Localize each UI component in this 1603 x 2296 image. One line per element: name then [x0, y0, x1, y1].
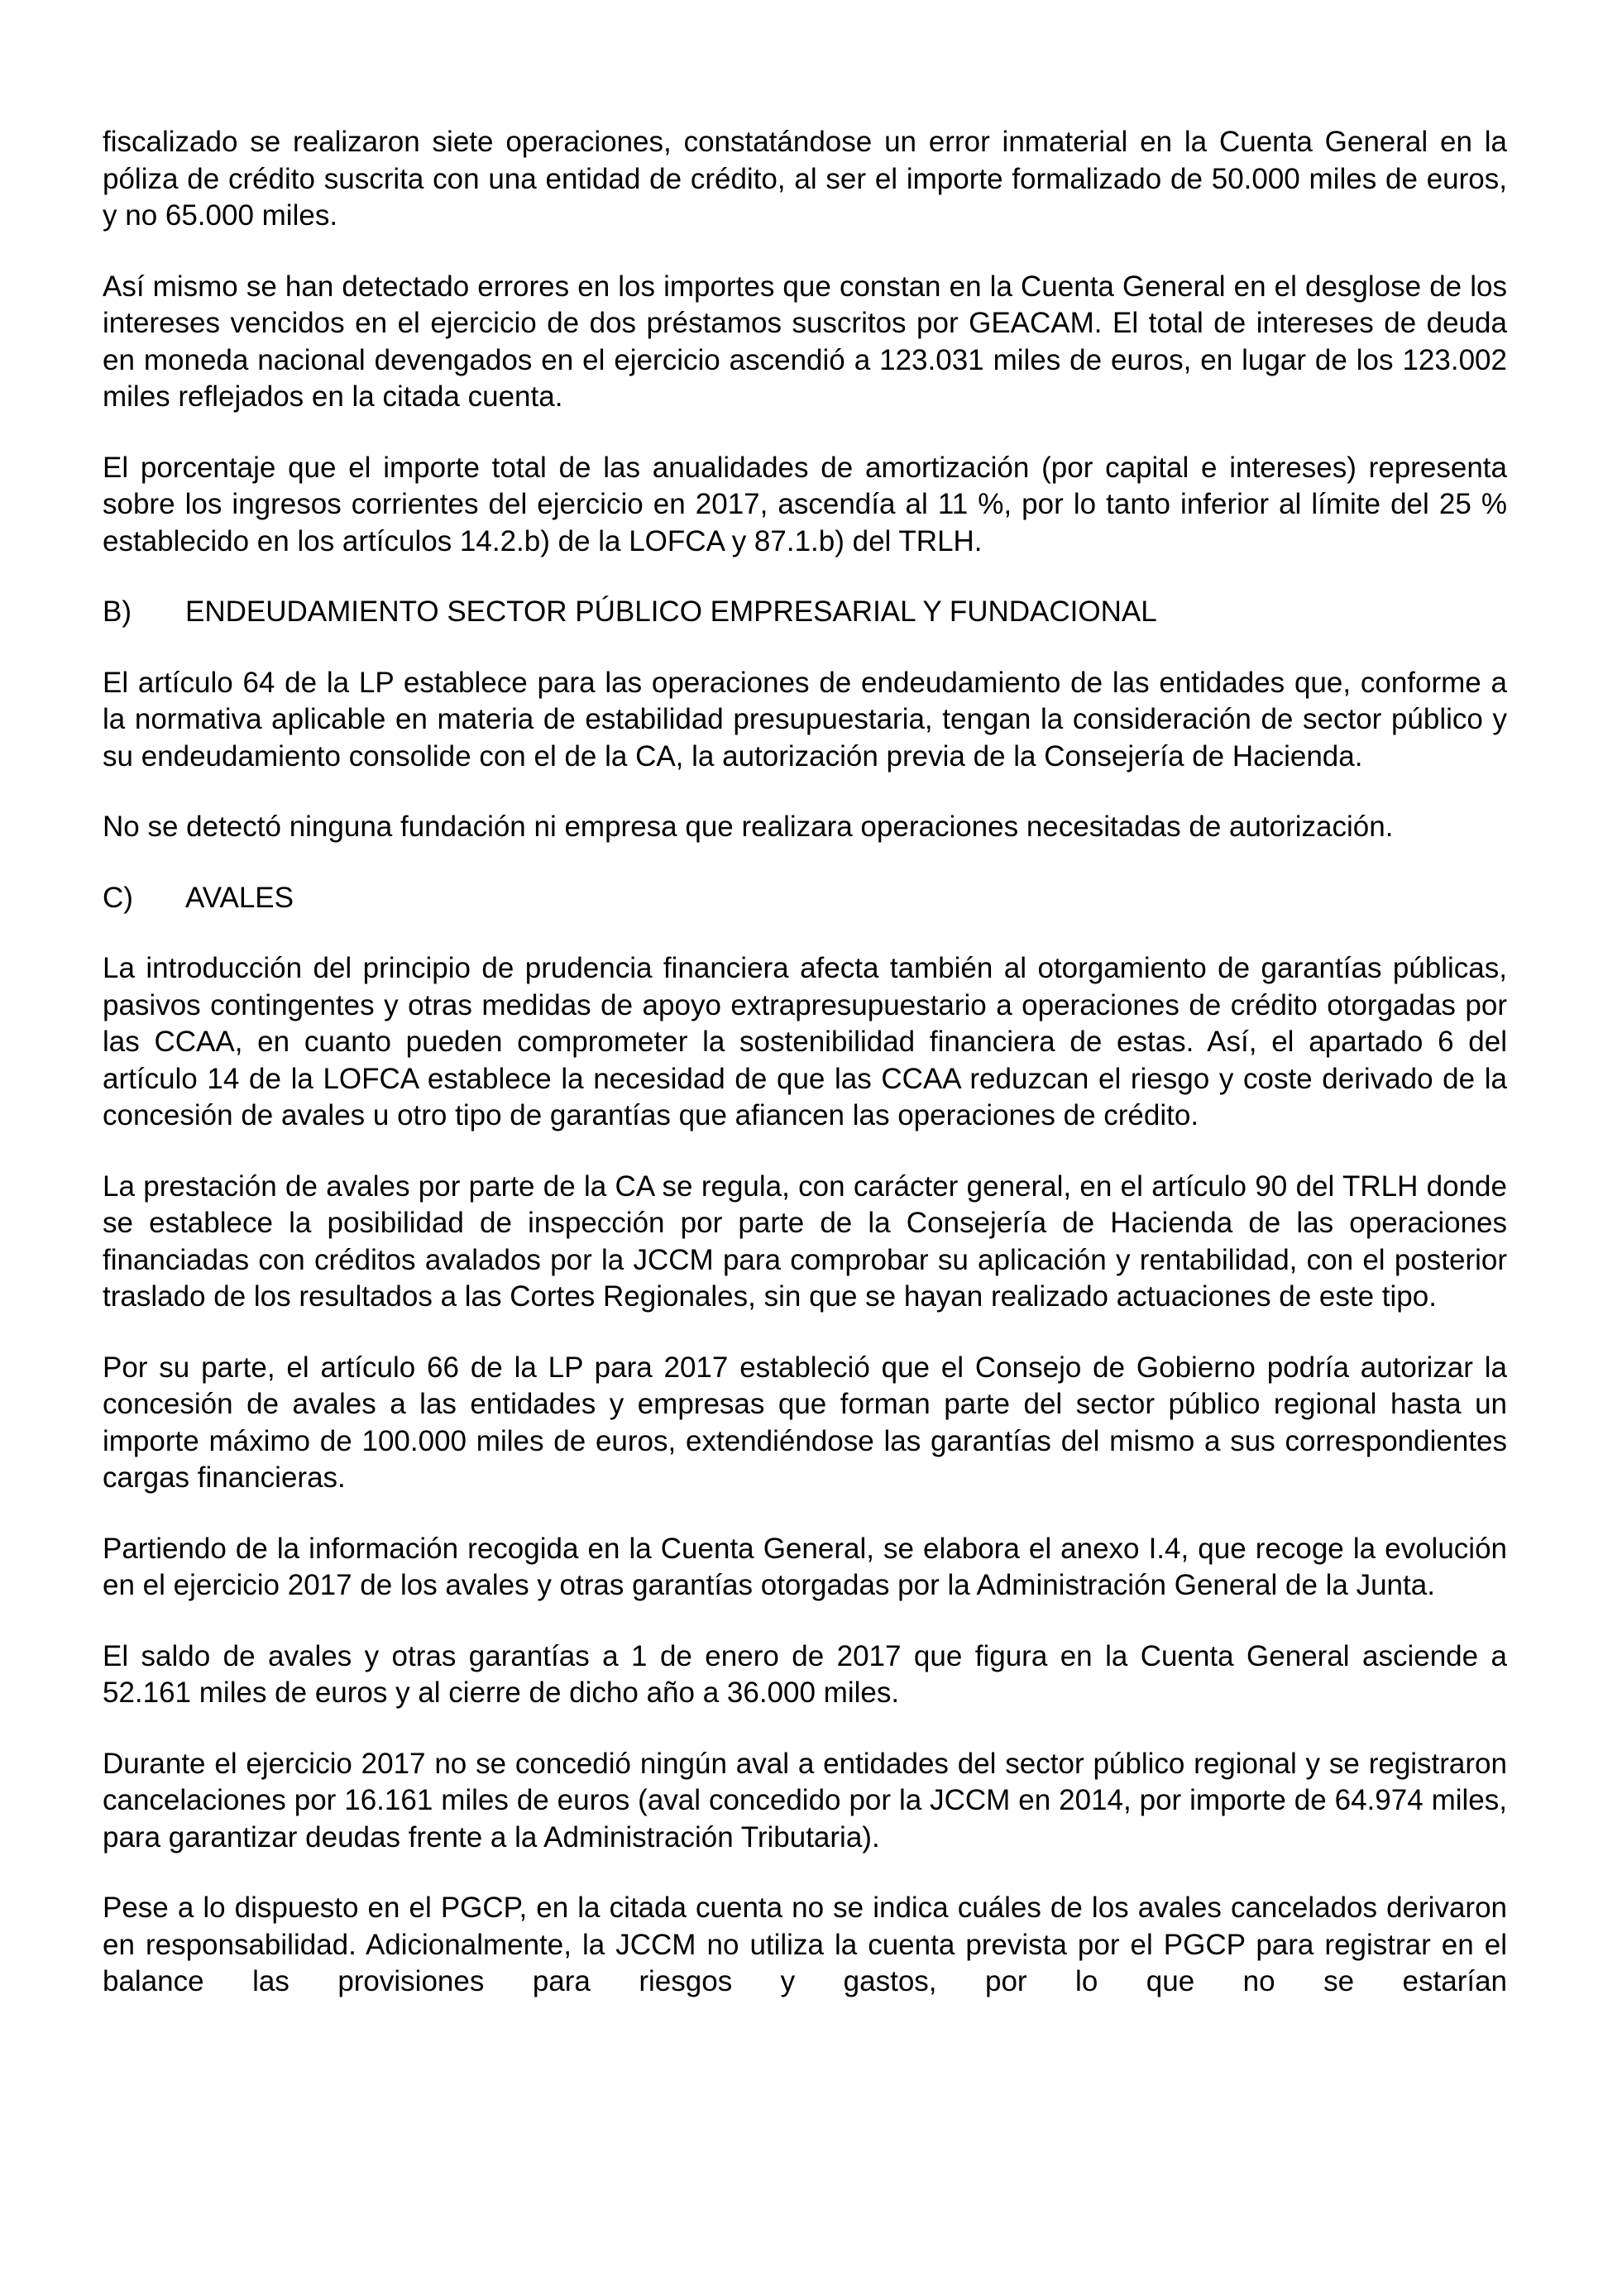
- paragraph-cancellations: Durante el ejercicio 2017 no se concedió ningún aval a entidades del sector público regional y se registraron cancelaciones por 16.161 miles de euros (aval concedido por la JCCM en 2014, por importe de 64.974 miles, para garantizar deudas frente a la Administración Tributaria).: [103, 1747, 1507, 1854]
- paragraph-guarantee-balance: El saldo de avales y otras garantías a 1 de enero de 2017 que figura en la Cuenta General asciende a 52.161 miles de euros y al cierre de dicho año a 36.000 miles.: [103, 1639, 1507, 1709]
- paragraph-article-64: El artículo 64 de la LP establece para las operaciones de endeudamiento de las entidades que, conforme a la normativa aplicable en materia de estabilidad presupuestaria, tengan la consideración de sector público y su endeudamiento consolide con el de la CA, la autorización previa de la Consejería de Hacienda.: [103, 666, 1507, 773]
- paragraph-amortization-percentage: El porcentaje que el importe total de las anualidades de amortización (por capital e intereses) representa sobre los ingresos corrientes del ejercicio en 2017, ascendía al 11 %, por lo tanto inferior al límite del 25 % establecido en los artículos 14.2.b) de la LOFCA y 87.1.b) del TRLH.: [103, 451, 1507, 557]
- paragraph-article-66: Por su parte, el artículo 66 de la LP para 2017 estableció que el Consejo de Gobierno podría autorizar la concesión de avales a las entidades y empresas que forman parte del sector público regional hasta un importe máximo de 100.000 miles de euros, extendiéndose las garantías del mismo a sus correspondientes cargas financieras.: [103, 1351, 1507, 1494]
- section-c-heading: [103, 880, 1507, 917]
- section-b-title: ENDEUDAMIENTO SECTOR PÚBLICO EMPRESARIAL Y FUNDACIONAL: [185, 596, 1157, 628]
- section-b-letter: B): [103, 596, 132, 628]
- paragraph-article-90: La prestación de avales por parte de la CA se regula, con carácter general, en el artículo 90 del TRLH donde se establece la posibilidad de inspección por parte de la Consejería de Hacienda de las operaciones financiadas con créditos avalados por la JCCM para comprobar su aplicación y rentabilidad, con el posterior traslado de los resultados a las Cortes Regionales, sin que se hayan realizado actuaciones de este tipo.: [103, 1170, 1507, 1313]
- paragraph-financial-prudence: La introducción del principio de prudencia financiera afecta también al otorgamiento de garantías públicas, pasivos contingentes y otras medidas de apoyo extrapresupuestario a operaciones de crédito otorgadas por las CCAA, en cuanto pueden comprometer la sostenibilidad financiera de estas. Así, el apartado 6 del artículo 14 de la LOFCA establece la necesidad de que las CCAA reduzcan el riesgo y coste derivado de la concesión de avales u otro tipo de garantías que afiancen las operaciones de crédito.: [103, 952, 1507, 1131]
- section-c-letter: C): [103, 881, 133, 914]
- paragraph-no-foundation: No se detectó ninguna fundación ni empresa que realizara operaciones necesitadas de autorización.: [103, 811, 1394, 843]
- paragraph-credit-policy: fiscalizado se realizaron siete operaciones, constatándose un error inmaterial en la Cuenta General en la póliza de crédito suscrita con una entidad de crédito, al ser el importe formalizado de 50.000 miles de euros, y no 65.000 miles.: [103, 126, 1507, 232]
- paragraph-annex-i4: Partiendo de la información recogida en la Cuenta General, se elabora el anexo I.4, que recoge la evolución en el ejercicio 2017 de los avales y otras garantías otorgadas por la Administración General de la Junta.: [103, 1532, 1507, 1601]
- section-c-title: AVALES: [185, 881, 294, 914]
- paragraph-interest-errors: Así mismo se han detectado errores en los importes que constan en la Cuenta General en el desglose de los intereses vencidos en el ejercicio de dos préstamos suscritos por GEACAM. El total de intereses de deuda en moneda nacional devengados en el ejercicio ascendió a 123.031 miles de euros, en lugar de los 123.002 miles reflejados en la citada cuenta.: [103, 270, 1507, 413]
- section-b-heading: [103, 594, 1507, 631]
- document-page: [103, 124, 1507, 2001]
- paragraph-pgcp-provisions: Pese a lo dispuesto en el PGCP, en la citada cuenta no se indica cuáles de los avales cancelados derivaron en responsabilidad. Adicionalmente, la JCCM no utiliza la cuenta prevista por el PGCP para registrar en el balance las provisiones para riesgos y gastos, por lo que no se estarían: [103, 1892, 1507, 1997]
